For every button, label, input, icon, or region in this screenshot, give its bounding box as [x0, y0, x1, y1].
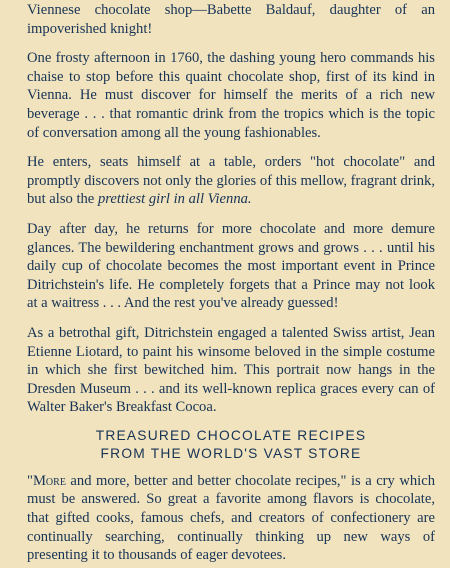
section-heading	[27, 427, 435, 463]
paragraph-hot-chocolate-text: He enters, seats himself at a table, orders "hot chocolate" and promptly discovers not only the glories of this mellow, fragrant drink, but also the	[27, 154, 435, 208]
paragraph-intro-fragment: Viennese chocolate shop—Babette Baldauf, daughter of an impoverished knight!	[27, 2, 435, 37]
paragraph-more-recipes-text: and more, better and better chocolate recipes," is a cry which must be answered. So great a favorite among flavors is chocolate, that gifted cooks, famous chefs, and creators of confectionery are continually searching, continually thinking up new ways of presenting it to thousands of eager devotees.	[27, 472, 435, 564]
paragraph-frosty-afternoon: One frosty afternoon in 1760, the dashing young hero commands his chaise to stop before this quaint chocolate shop, first of its kind in Vienna. He must discover for himself the merits of a rich new beverage . . . that romantic drink from the tropics which is the topic of conversation among all the young fashionables.	[27, 50, 435, 141]
paragraph-day-after-day: Day after day, he returns for more chocolate and more demure glances. The bewildering enchantment grows and grows . . . until his daily cup of chocolate becomes the most important event in Prince Ditrichstein's life. He completely forgets that a Prince may not look at a waitress . . . And the rest you've already guessed!	[27, 220, 435, 312]
paragraph-lead-smallcaps: "More	[27, 472, 66, 489]
paragraph-more-recipes	[27, 472, 435, 565]
paragraph-hot-chocolate	[27, 153, 435, 209]
paragraph-betrothal-gift: As a betrothal gift, Ditrichstein engaged a talented Swiss artist, Jean Etienne Liotard, to paint his winsome beloved in the simple costume in which she first bewitched him. This portrait now hangs in the Dresden Museum . . . and its well-known replica graces every can of Walter Baker's Breakfast Cocoa.	[27, 324, 435, 416]
section-heading-line-2: FROM THE WORLD'S VAST STORE	[100, 445, 362, 461]
emphasis-prettiest-girl: prettiest girl in all Vienna.	[97, 191, 252, 208]
section-heading-line-1: TREASURED CHOCOLATE RECIPES	[95, 427, 367, 443]
